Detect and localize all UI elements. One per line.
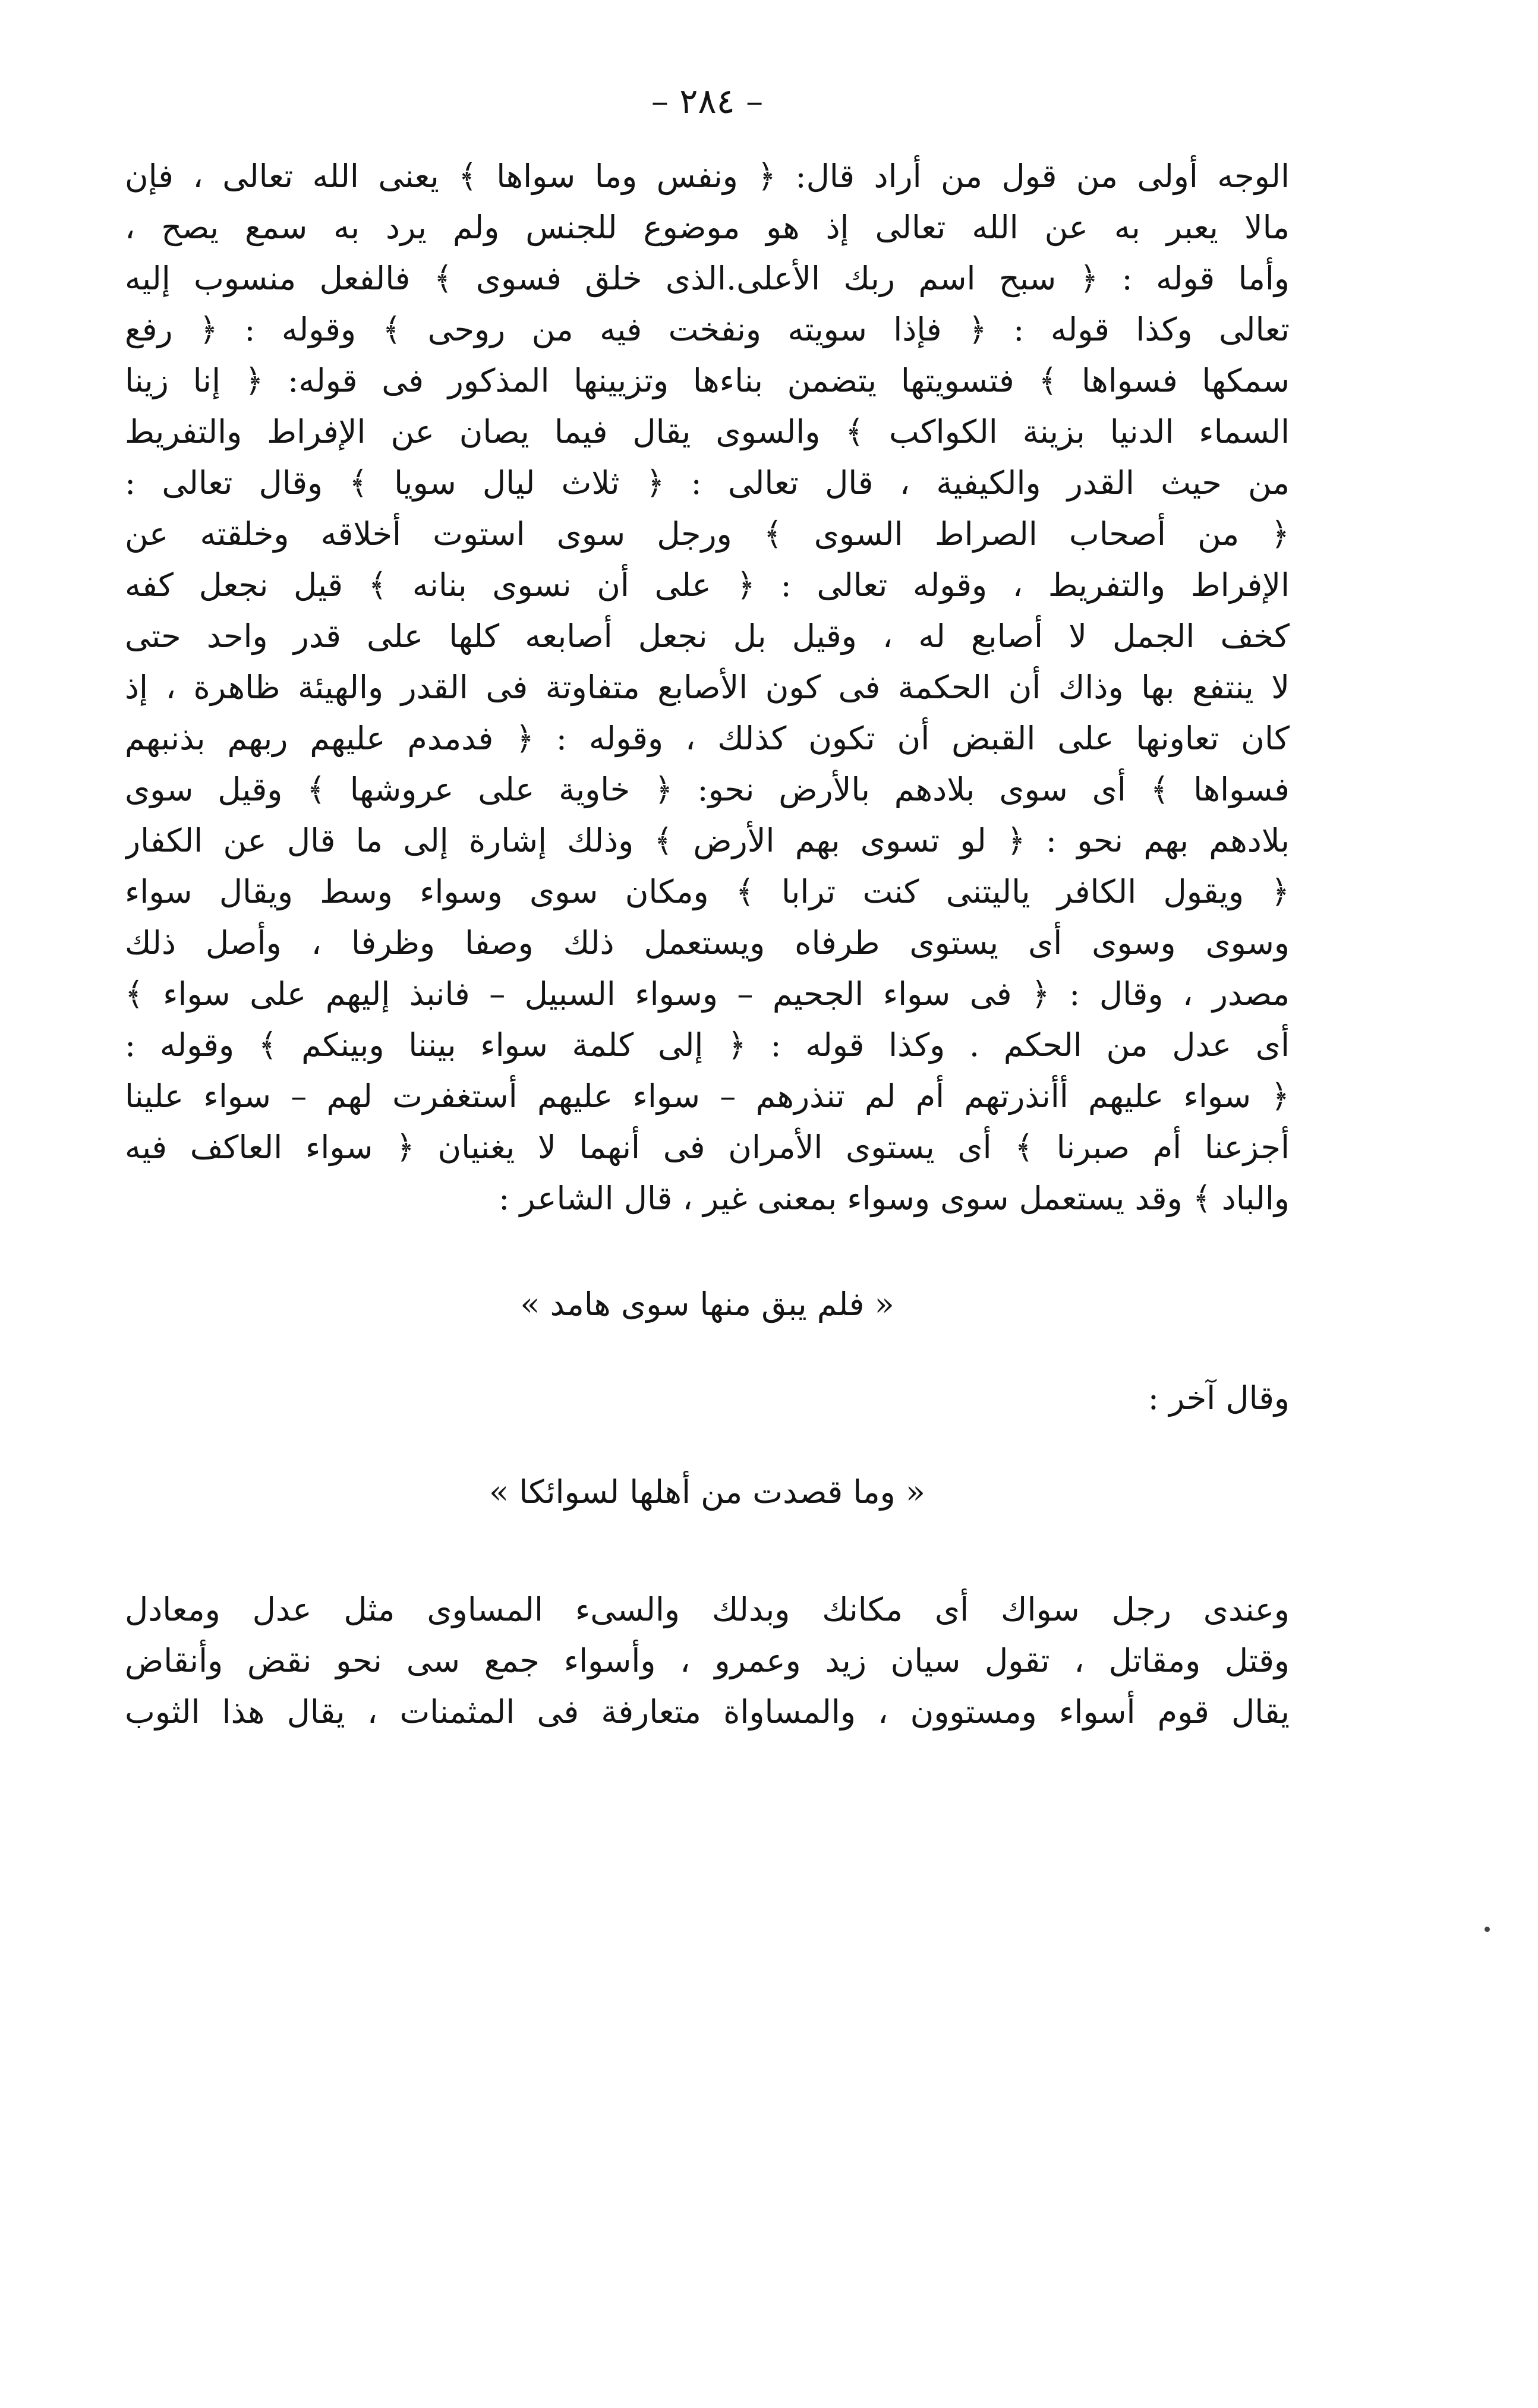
text-line: كان تعاونها على القبض أن تكون كذلك ، وقوله : ﴿ فدمدم عليهم ربهم بذنبهم (125, 720, 1290, 757)
text-line: يقال قوم أسواء ومستوون ، والمساواة متعارفة فى المثمنات ، يقال هذا الثوب (125, 1693, 1290, 1731)
poetry-verse-2: « وما قصدت من أهلها لسوائكا » (489, 1473, 925, 1511)
text-line: ﴿ من أصحاب الصراط السوى ﴾ ورجل سوى استوت أخلاقه وخلقته عن (125, 515, 1290, 553)
text-line: بلادهم بهم نحو : ﴿ لو تسوى بهم الأرض ﴾ وذلك إشارة إلى ما قال عن الكفار (125, 822, 1290, 859)
text-line: مالا يعبر به عن الله تعالى إذ هو موضوع للجنس ولم يرد به سمع يصح ، (125, 209, 1290, 246)
text-line: ﴿ سواء عليهم أأنذرتهم أم لم تنذرهم – سواء عليهم أستغفرت لهم – سواء علينا (125, 1077, 1290, 1115)
text-line: مصدر ، وقال : ﴿ فى سواء الجحيم – وسواء السبيل – فانبذ إليهم على سواء ﴾ (125, 975, 1290, 1013)
text-line: تعالى وكذا قوله : ﴿ فإذا سويته ونفخت فيه من روحى ﴾ وقوله : ﴿ رفع (125, 311, 1290, 348)
poetry-verse-1: « فلم يبق منها سوى هامد » (520, 1285, 894, 1323)
text-line: وأما قوله : ﴿ سبح اسم ربك الأعلى.الذى خلق فسوى ﴾ فالفعل منسوب إليه (125, 260, 1290, 297)
closing-text-block (125, 1584, 1290, 1738)
text-line: الوجه أولى من قول من أراد قال: ﴿ ونفس وما سواها ﴾ يعنى الله تعالى ، فإن (125, 157, 1290, 195)
margin-dot (1485, 1927, 1490, 1932)
text-line: فسواها ﴾ أى سوى بلادهم بالأرض نحو: ﴿ خاوية على عروشها ﴾ وقيل سوى (125, 771, 1290, 808)
text-line: وسوى وسوى أى يستوى طرفاه ويستعمل ذلك وصفا وظرفا ، وأصل ذلك (125, 924, 1290, 962)
text-line: الإفراط والتفريط ، وقوله تعالى : ﴿ على أن نسوى بنانه ﴾ قيل نجعل كفه (125, 566, 1290, 604)
page-number: – ٢٨٤ – (651, 81, 764, 121)
text-line: السماء الدنيا بزينة الكواكب ﴾ والسوى يقال فيما يصان عن الإفراط والتفريط (125, 413, 1290, 450)
text-line: أى عدل من الحكم . وكذا قوله : ﴿ إلى كلمة سواء بيننا وبينكم ﴾ وقوله : (125, 1026, 1290, 1064)
text-line: وقتل ومقاتل ، تقول سيان زيد وعمرو ، وأسواء جمع سى نحو نقض وأنقاض (125, 1642, 1290, 1679)
text-line: أجزعنا أم صبرنا ﴾ أى يستوى الأمران فى أنهما لا يغنيان ﴿ سواء العاكف فيه (125, 1129, 1290, 1166)
text-line: من حيث القدر والكيفية ، قال تعالى : ﴿ ثلاث ليال سويا ﴾ وقال تعالى : (125, 464, 1290, 502)
text-line: والباد ﴾ وقد يستعمل سوى وسواء بمعنى غير ، قال الشاعر : (499, 1180, 1290, 1217)
text-line: سمكها فسواها ﴾ فتسويتها يتضمن بناءها وتزيينها المذكور فى قوله: ﴿ إنا زينا (125, 362, 1290, 399)
text-line: وعندى رجل سواك أى مكانك وبدلك والسىء المساوى مثل عدل ومعادل (125, 1591, 1290, 1628)
text-line: ﴿ ويقول الكافر ياليتنى كنت ترابا ﴾ ومكان سوى وسواء وسط ويقال سواء (125, 873, 1290, 910)
book-page (125, 71, 1290, 1738)
text-line: كخف الجمل لا أصابع له ، وقيل بل نجعل أصابعه كلها على قدر واحد حتى (125, 617, 1290, 655)
main-text-block (125, 151, 1290, 1224)
poetry-intro: وقال آخر : (1148, 1379, 1290, 1417)
text-line: لا ينتفع بها وذاك أن الحكمة فى كون الأصابع متفاوتة فى القدر والهيئة ظاهرة ، إذ (125, 669, 1290, 706)
